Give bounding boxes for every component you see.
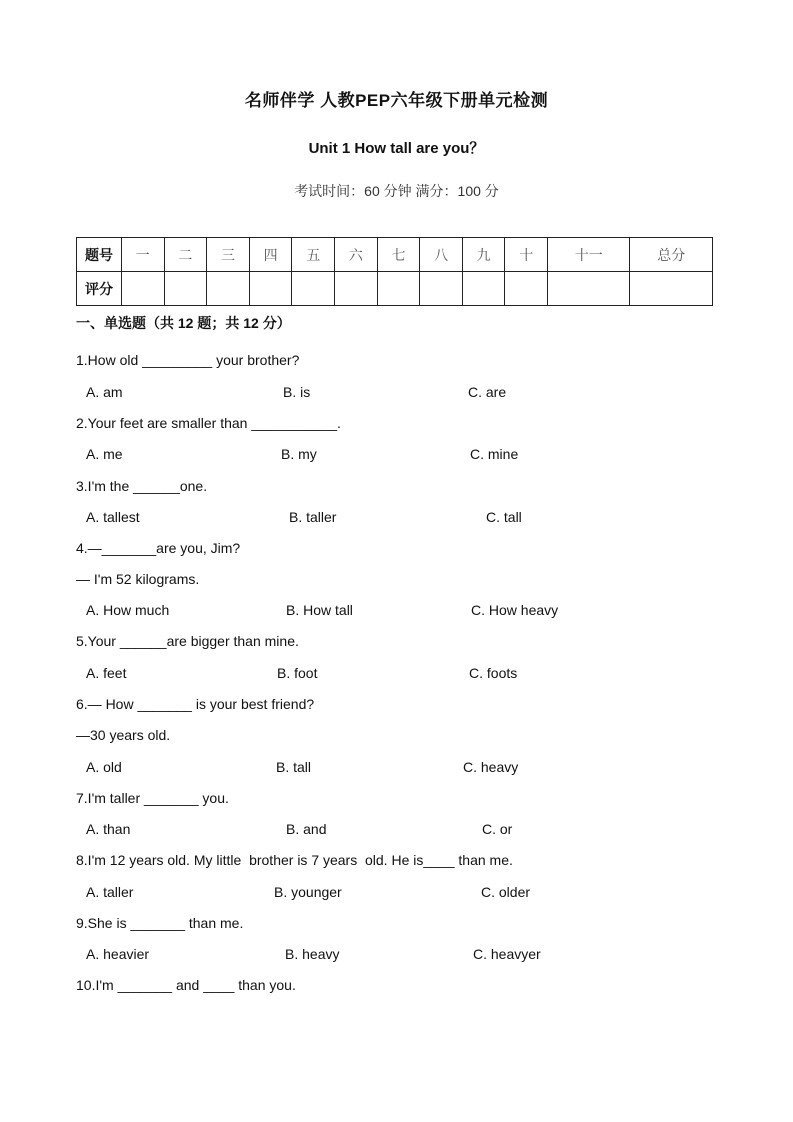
question-1-option-a: A. am — [86, 384, 123, 400]
question-6-option-c: C. heavy — [463, 759, 519, 775]
question-10-stem: 10.I'm _______ and ____ than you. — [76, 977, 296, 993]
row-label-question-number: 题号 — [77, 238, 122, 272]
question-6-option-b: B. tall — [276, 759, 312, 775]
score-cell[interactable] — [548, 272, 630, 306]
question-7-option-b: B. and — [286, 821, 327, 837]
question-1-option-c: C. are — [468, 384, 507, 400]
score-cell[interactable] — [207, 272, 250, 306]
section-heading: 一、单选题（共 12 题；共 12 分） — [76, 315, 291, 331]
score-column-header: 六 — [335, 238, 378, 272]
question-3-stem: 3.I'm the ______one. — [76, 478, 208, 494]
score-column-header: 七 — [377, 238, 420, 272]
score-column-header: 总分 — [630, 238, 713, 272]
question-2-stem: 2.Your feet are smaller than ___________. — [76, 415, 341, 431]
score-column-header: 十 — [505, 238, 548, 272]
question-4-option-b: B. How tall — [286, 602, 353, 618]
score-cell[interactable] — [505, 272, 548, 306]
row-label-score: 评分 — [77, 272, 122, 306]
question-5-option-a: A. feet — [86, 665, 127, 681]
question-1-stem: 1.How old _________ your brother? — [76, 352, 300, 368]
question-8-option-c: C. older — [481, 884, 531, 900]
question-5-option-b: B. foot — [277, 665, 318, 681]
score-cell[interactable] — [420, 272, 463, 306]
question-4-option-a: A. How much — [86, 602, 170, 618]
question-2-option-b: B. my — [281, 446, 317, 462]
document-title: 名师伴学 人教PEP六年级下册单元检测 — [244, 91, 549, 110]
question-9-stem: 9.She is _______ than me. — [76, 915, 244, 931]
question-2-option-c: C. mine — [470, 446, 519, 462]
question-7-stem: 7.I'm taller _______ you. — [76, 790, 229, 806]
question-5-stem: 5.Your ______are bigger than mine. — [76, 633, 299, 649]
question-3-option-b: B. taller — [289, 509, 337, 525]
unit-subtitle: Unit 1 How tall are you？ — [308, 140, 485, 157]
score-cell[interactable] — [462, 272, 505, 306]
question-2-option-a: A. me — [86, 446, 123, 462]
question-3-option-c: C. tall — [486, 509, 522, 525]
question-6-option-a: A. old — [86, 759, 122, 775]
score-cell[interactable] — [292, 272, 335, 306]
question-9-option-c: C. heavyer — [473, 946, 541, 962]
question-9-option-b: B. heavy — [285, 946, 340, 962]
score-column-header: 二 — [164, 238, 207, 272]
score-cell[interactable] — [377, 272, 420, 306]
score-column-header: 五 — [292, 238, 335, 272]
score-cell[interactable] — [249, 272, 292, 306]
question-6-stem: 6.— How _______ is your best friend? — [76, 696, 315, 712]
score-cell[interactable] — [122, 272, 165, 306]
score-table-header-row — [77, 238, 713, 272]
score-column-header: 一 — [122, 238, 165, 272]
question-7-option-c: C. or — [482, 821, 513, 837]
score-column-header: 三 — [207, 238, 250, 272]
score-cell[interactable] — [630, 272, 713, 306]
question-8-option-b: B. younger — [274, 884, 342, 900]
score-table — [76, 237, 713, 306]
score-table-score-row — [77, 272, 713, 306]
score-column-header: 四 — [249, 238, 292, 272]
question-9-option-a: A. heavier — [86, 946, 150, 962]
score-cell[interactable] — [335, 272, 378, 306]
score-cell[interactable] — [164, 272, 207, 306]
question-3-option-a: A. tallest — [86, 509, 140, 525]
question-4-stem: 4.—_______are you, Jim? — [76, 540, 241, 556]
question-7-option-a: A. than — [86, 821, 131, 837]
question-6-reply: —30 years old. — [76, 727, 171, 743]
question-8-stem: 8.I'm 12 years old. My little brother is 7 years old. He is____ than me. — [76, 852, 513, 868]
score-column-header: 十一 — [548, 238, 630, 272]
question-4-reply: — I'm 52 kilograms. — [76, 571, 200, 587]
question-8-option-a: A. taller — [86, 884, 134, 900]
score-column-header: 八 — [420, 238, 463, 272]
question-4-option-c: C. How heavy — [471, 602, 559, 618]
exam-meta: 考试时间：60 分钟 满分：100 分 — [294, 183, 499, 199]
question-5-option-c: C. foots — [469, 665, 518, 681]
score-column-header: 九 — [462, 238, 505, 272]
question-1-option-b: B. is — [283, 384, 311, 400]
